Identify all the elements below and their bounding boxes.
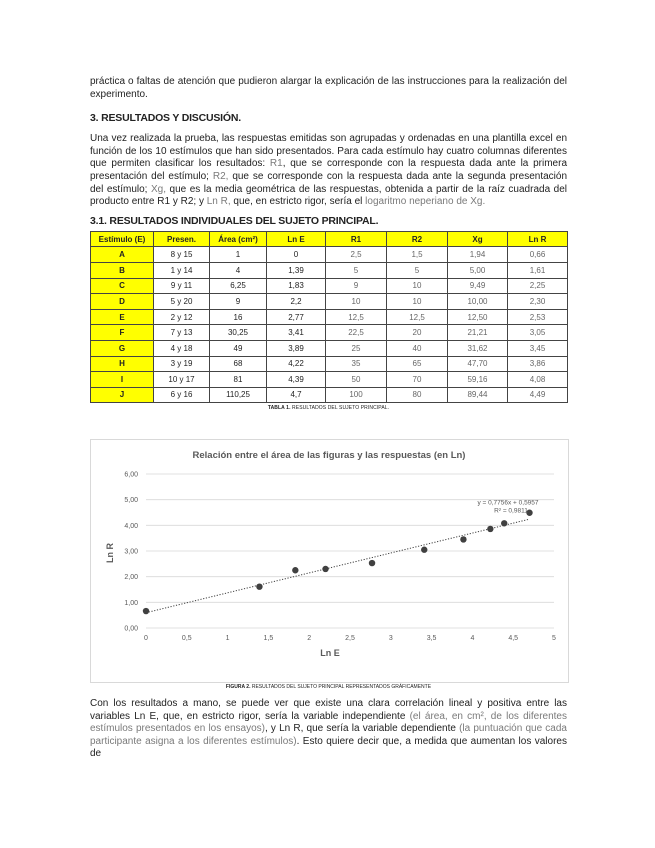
cell-r1: 35	[326, 356, 387, 372]
table-caption-label: TABLA 1.	[267, 405, 291, 412]
cell-stimulus: G	[91, 340, 154, 356]
data-point	[369, 560, 375, 566]
cell-area: 1	[210, 247, 267, 263]
cell-stimulus: J	[91, 387, 154, 403]
cell-area: 4	[210, 262, 267, 278]
cell-xg: 89,44	[448, 387, 508, 403]
cell-r2: 80	[387, 387, 448, 403]
cell-ln-r: 3,45	[508, 340, 568, 356]
cell-ln-e: 3,89	[267, 340, 326, 356]
p1-text-i: que, en estricto rigor, sería el	[230, 196, 366, 208]
section-3-heading: 3. RESULTADOS Y DISCUSIÓN.	[90, 112, 241, 125]
cell-ln-r: 2,53	[508, 309, 568, 325]
cell-ln-e: 0	[267, 247, 326, 263]
cell-area: 6,25	[210, 278, 267, 294]
cell-ln-e: 3,41	[267, 325, 326, 341]
cell-xg: 5,00	[448, 262, 508, 278]
p2-text-a: Con los resultados a mano, se puede ver que existe una clara correlación lineal y positiva entre las variables Ln E, que, en estricto rigor, sería la variable independiente	[90, 698, 567, 722]
cell-ln-r: 2,30	[508, 294, 568, 310]
x-tick-label: 4,5	[508, 635, 519, 642]
p1-term-xg: Xg,	[150, 183, 166, 195]
cell-r1: 100	[326, 387, 387, 403]
cell-presen: 7 y 13	[154, 325, 210, 341]
table-row	[91, 325, 568, 341]
data-point	[487, 526, 493, 532]
table-row	[91, 356, 568, 372]
col-header-ln-r: Ln R	[508, 231, 568, 247]
figure-caption-text: RESULTADOS DEL SUJETO PRINCIPAL REPRESENTADOS GRÁFICAMENTE	[250, 684, 432, 690]
cell-ln-r: 4,49	[508, 387, 568, 403]
cell-xg: 12,50	[448, 309, 508, 325]
x-axis-title: Ln E	[320, 648, 340, 658]
x-tick-label: 2,5	[345, 635, 355, 642]
table-row	[91, 340, 568, 356]
intro-paragraph: práctica o faltas de atención que pudieron alargar la explicación de las instrucciones para la realización del experimento.	[90, 76, 567, 100]
cell-area: 110,25	[210, 387, 267, 403]
table-caption-text: RESULTADOS DEL SUJETO PRINCIPAL.	[290, 405, 390, 412]
cell-stimulus: H	[91, 356, 154, 372]
cell-r1: 50	[326, 372, 387, 388]
cell-area: 9	[210, 294, 267, 310]
p2-text-e: . Esto quiere decir que, a medida que aumentan los valores de	[90, 735, 567, 760]
table-header-row	[91, 231, 568, 247]
cell-presen: 1 y 14	[154, 262, 210, 278]
figure-caption	[90, 684, 567, 690]
cell-ln-r: 3,86	[508, 356, 568, 372]
cell-r2: 12,5	[387, 309, 448, 325]
p1-term-r1: R1	[269, 158, 283, 170]
x-tick-label: 2	[307, 635, 312, 642]
data-point	[501, 520, 507, 526]
x-tick-label: 0	[144, 635, 148, 642]
cell-r1: 5	[326, 262, 387, 278]
cell-r1: 10	[326, 294, 387, 310]
cell-r2: 70	[387, 372, 448, 388]
cell-area: 16	[210, 309, 267, 325]
section-3-1-heading: 3.1. RESULTADOS INDIVIDUALES DEL SUJETO PRINCIPAL.	[90, 214, 379, 227]
cell-ln-r: 4,08	[508, 372, 568, 388]
cell-r1: 25	[326, 340, 387, 356]
cell-r2: 1,5	[387, 247, 448, 263]
p1-term-lnr: Ln R,	[206, 196, 231, 208]
p1-text-e: que se corresponde con la respuesta dada ante la segunda presentación del estímulo;	[90, 170, 568, 195]
y-tick-label: 5,00	[124, 497, 138, 505]
cell-ln-r: 1,61	[508, 262, 568, 278]
y-axis-title: Ln R	[105, 543, 115, 563]
y-tick-label: 3,00	[124, 548, 138, 556]
data-point	[421, 547, 427, 553]
cell-presen: 2 y 12	[154, 309, 210, 325]
cell-xg: 9,49	[448, 278, 508, 294]
y-tick-label: 0,00	[124, 625, 138, 633]
cell-stimulus: D	[91, 294, 154, 310]
cell-xg: 31,62	[448, 340, 508, 356]
cell-r2: 40	[387, 340, 448, 356]
table-row	[91, 294, 568, 310]
cell-ln-e: 4,39	[267, 372, 326, 388]
cell-stimulus: B	[91, 262, 154, 278]
scatter-chart	[91, 440, 568, 682]
col-header-presen: Presen.	[154, 231, 210, 247]
p1-text-a: Una vez realizada la prueba, las respuestas emitidas son agrupadas y ordenadas en una plantilla excel en función de los 10 estímulos que han sido presentados. Para cada estímulo hay cuatro columnas diferentes que permiten clasificar los resultados:	[90, 133, 567, 170]
y-tick-label: 2,00	[124, 574, 138, 582]
table-row	[91, 309, 568, 325]
cell-r2: 20	[387, 325, 448, 341]
x-tick-label: 1	[225, 635, 230, 642]
x-tick-label: 1,5	[263, 635, 274, 642]
x-tick-label: 0,5	[181, 635, 192, 642]
x-tick-label: 3	[388, 635, 393, 642]
cell-ln-e: 1,83	[267, 278, 326, 294]
table-row	[91, 247, 568, 263]
cell-stimulus: I	[91, 372, 154, 388]
col-header-stimulus: Estímulo (E)	[91, 231, 154, 247]
cell-xg: 59,16	[448, 372, 508, 388]
cell-stimulus: A	[91, 247, 154, 263]
cell-xg: 47,70	[448, 356, 508, 372]
table-row	[91, 278, 568, 294]
table-row	[91, 262, 568, 278]
cell-stimulus: E	[91, 309, 154, 325]
data-point	[143, 608, 149, 614]
chart-frame	[90, 439, 569, 683]
cell-r2: 10	[387, 294, 448, 310]
data-point	[292, 567, 298, 573]
y-tick-label: 4,00	[124, 522, 138, 530]
p1-text-c: , que se corresponde con la respuesta dada ante la primera presentación del estímulo;	[90, 158, 568, 182]
y-tick-label: 1,00	[124, 599, 138, 607]
cell-presen: 3 y 19	[154, 356, 210, 372]
p2-aside-area: (el área, en cm², de los diferentes estímulos presentados en los ensayos)	[90, 710, 567, 735]
cell-r1: 9	[326, 278, 387, 294]
cell-presen: 8 y 15	[154, 247, 210, 263]
table-row	[91, 387, 568, 403]
cell-ln-r: 3,05	[508, 325, 568, 341]
col-header-xg: Xg	[448, 231, 508, 247]
cell-area: 49	[210, 340, 267, 356]
table-row	[91, 372, 568, 388]
col-header-r2: R2	[387, 231, 448, 247]
y-tick-label: 6,00	[124, 471, 138, 479]
cell-ln-e: 2,2	[267, 294, 326, 310]
p2-aside-score: (la puntuación que cada participante asigna a los diferentes estímulos)	[90, 723, 567, 747]
trendline-equation: y = 0,7756x + 0,5957	[477, 499, 539, 507]
table-caption	[90, 405, 567, 411]
data-point	[322, 566, 328, 572]
cell-presen: 6 y 16	[154, 387, 210, 403]
cell-area: 30,25	[210, 325, 267, 341]
cell-r2: 10	[387, 278, 448, 294]
p1-text-g: que es la media geométrica de las respuestas, obtenida a partir de la raíz cuadrada del producto entre R1 y R2; y	[90, 183, 567, 208]
trendline-r2: R² = 0,9811	[494, 507, 528, 515]
data-point	[256, 583, 262, 589]
figure-caption-label: FIGURA 2.	[225, 684, 251, 690]
cell-presen: 5 y 20	[154, 294, 210, 310]
document-page	[90, 74, 568, 760]
p2-text-c: , y Ln R, que sería la variable dependiente	[264, 723, 460, 735]
results-table	[90, 231, 568, 404]
cell-ln-e: 4,7	[267, 387, 326, 403]
cell-area: 81	[210, 372, 267, 388]
cell-r2: 65	[387, 356, 448, 372]
x-tick-label: 4	[470, 635, 475, 642]
p1-term-r2: R2,	[212, 170, 229, 182]
cell-area: 68	[210, 356, 267, 372]
cell-r1: 12,5	[326, 309, 387, 325]
cell-presen: 9 y 11	[154, 278, 210, 294]
x-tick-label: 3,5	[426, 635, 437, 642]
chart-title: Relación entre el área de las figuras y las respuestas (en Ln)	[192, 450, 466, 461]
cell-ln-e: 2,77	[267, 309, 326, 325]
cell-r1: 2,5	[326, 247, 387, 263]
cell-stimulus: C	[91, 278, 154, 294]
cell-xg: 1,94	[448, 247, 508, 263]
cell-ln-e: 1,39	[267, 262, 326, 278]
discussion-paragraph	[90, 698, 567, 761]
cell-ln-r: 2,25	[508, 278, 568, 294]
col-header-r1: R1	[326, 231, 387, 247]
col-header-area: Área (cm²)	[210, 231, 267, 247]
p1-term-log: logaritmo neperiano de Xg.	[365, 196, 486, 208]
cell-ln-r: 0,66	[508, 247, 568, 263]
cell-r1: 22,5	[326, 325, 387, 341]
cell-xg: 10,00	[448, 294, 508, 310]
cell-presen: 4 y 18	[154, 340, 210, 356]
cell-presen: 10 y 17	[154, 372, 210, 388]
cell-stimulus: F	[91, 325, 154, 341]
trendline	[146, 519, 530, 613]
col-header-ln-e: Ln E	[267, 231, 326, 247]
cell-r2: 5	[387, 262, 448, 278]
cell-ln-e: 4,22	[267, 356, 326, 372]
x-tick-label: 5	[552, 635, 556, 642]
data-point	[460, 536, 466, 542]
cell-xg: 21,21	[448, 325, 508, 341]
results-paragraph	[90, 133, 567, 209]
